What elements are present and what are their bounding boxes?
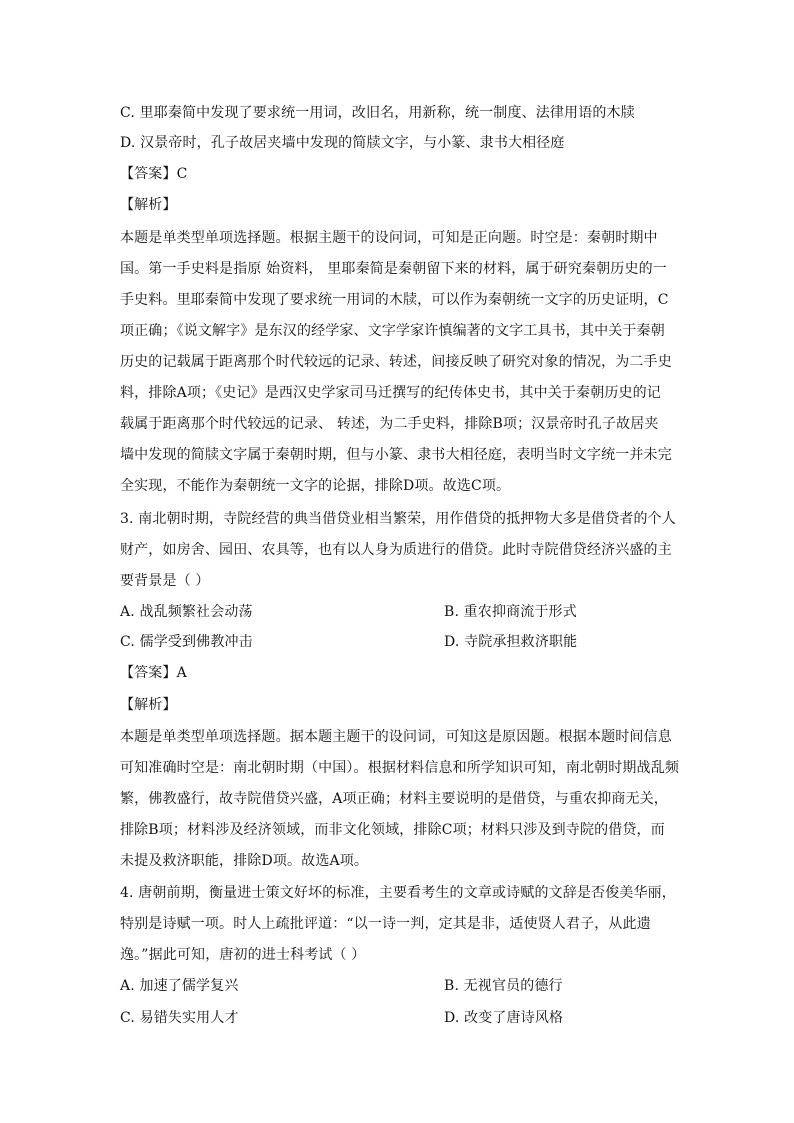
q4-option-d: D. 改变了唐诗风格 (444, 1010, 564, 1026)
q3-analysis-line: 繁，佛教盛行，故寺院借贷兴盛，A项正确；材料主要说明的是借贷，与重农抑商无关， (120, 791, 668, 807)
q2-option-c: C. 里耶秦简中发现了要求统一用词，改旧名，用新称，统一制度、法律用语的木牍 (120, 105, 635, 121)
q2-analysis-line: 料，排除A项；《史记》是西汉史学家司马迁撰写的纪传体史书，其中关于秦朝历史的记 (120, 385, 661, 401)
q3-option-a: A. 战乱频繁社会动荡 (120, 604, 253, 620)
q3-analysis-line: 本题是单类型单项选择题。据本题主题干的设问词，可知这是原因题。根据本题时间信息 (120, 729, 672, 745)
q2-option-d: D. 汉景帝时，孔子故居夹墙中发现的简牍文字，与小篆、隶书大相径庭 (120, 135, 565, 151)
q3-option-d: D. 寺院承担救济职能 (444, 634, 578, 650)
q2-analysis-line: 手史料。里耶秦简中发现了要求统一用词的木牍，可以作为秦朝统一文字的历史证明，C (120, 292, 669, 308)
q2-analysis-line: 项正确；《说文解字》是东汉的经学家、文字学家许慎编著的文字工具书，其中关于秦朝 (120, 323, 665, 339)
q2-analysis-label: 【解析】 (120, 197, 177, 213)
q2-analysis-line: 本题是单类型单项选择题。根据主题干的设问词，可知是正向题。时空是：秦朝时期中 (120, 230, 658, 246)
q3-analysis-label: 【解析】 (120, 697, 177, 713)
q3-option-b: B. 重农抑商流于形式 (444, 604, 577, 620)
q2-analysis-line: 国。第一手史料是指原 始资料， 里耶秦简是秦朝留下来的材料，属于研究秦朝历史的一 (120, 261, 667, 277)
q3-stem-line: 财产，如房舍、园田、农具等，也有以人身为质进行的借贷。此时寺院借贷经济兴盛的主 (120, 542, 672, 558)
q2-analysis-line: 载属于距离那个时代较远的记录、 转述，为二手史料，排除B项；汉景帝时孔子故居夹 (120, 416, 659, 432)
q3-analysis-line: 未提及救济职能，排除D项。故选A项。 (120, 853, 369, 869)
q3-analysis-line: 可知准确时空是：南北朝时期（中国）。根据材料信息和所学知识可知，南北朝时期战乱频 (120, 760, 679, 776)
q3-answer: 【答案】A (120, 665, 187, 681)
q4-option-c: C. 易错失实用人才 (120, 1010, 239, 1026)
q3-analysis-line: 排除B项；材料涉及经济领域，而非文化领域，排除C项；材料只涉及到寺院的借贷，而 (120, 822, 665, 838)
q4-stem-line: 逸。”据此可知，唐初的进士科考试（ ） (120, 947, 366, 963)
q2-analysis-line: 墙中发现的简牍文字属于秦朝时期，但与小篆、隶书大相径庭，表明当时文字统一并未完 (120, 447, 672, 463)
q4-stem-line: 4. 唐朝前期，衡量进士策文好坏的标准，主要看考生的文章或诗赋的文辞是否俊美华丽， (120, 885, 676, 901)
q2-answer: 【答案】C (120, 166, 188, 182)
q3-stem-line: 要背景是（ ） (120, 573, 210, 589)
q4-option-a: A. 加速了儒学复兴 (120, 978, 239, 994)
q3-stem-line: 3. 南北朝时期，寺院经营的典当借贷业相当繁荣，用作借贷的抵押物大多是借贷者的个人 (120, 511, 676, 527)
q3-option-c: C. 儒学受到佛教冲击 (120, 634, 253, 650)
q4-option-b: B. 无视官员的德行 (444, 978, 563, 994)
q4-stem-line: 特别是诗赋一项。时人上疏批评道：“以一诗一判，定其是非，适使贤人君子，从此遗 (120, 916, 651, 932)
q2-analysis-line: 历史的记载属于距离那个时代较远的记录、转述，间接反映了研究对象的情况，为二手史 (120, 354, 672, 370)
q2-analysis-line: 全实现，不能作为秦朝统一文字的论据，排除D项。故选C项。 (120, 478, 511, 494)
